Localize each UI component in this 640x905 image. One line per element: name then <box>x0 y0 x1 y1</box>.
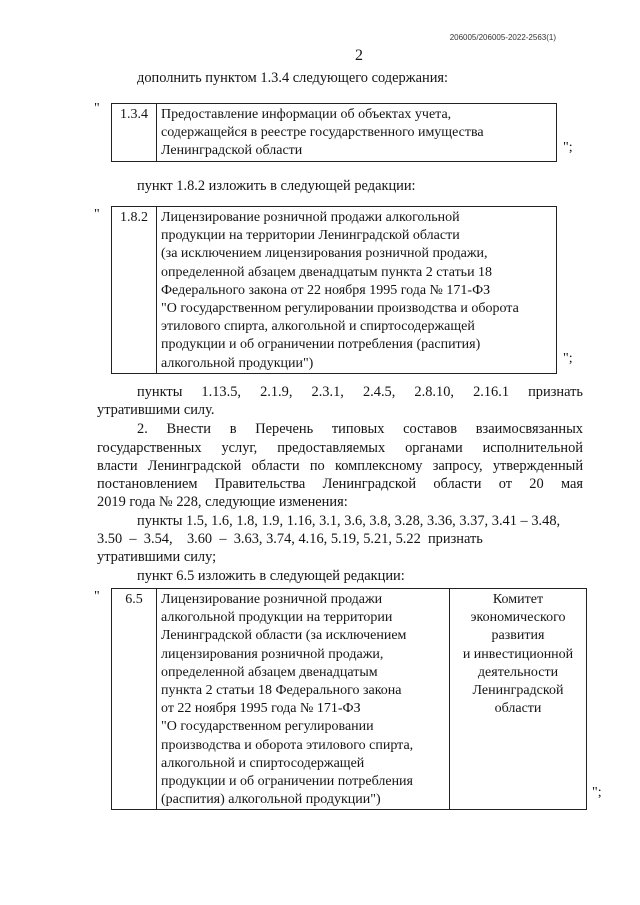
desc-line: определенной абзацем двенадцатым пункта 2 статьи 18 <box>161 264 493 280</box>
open-quote: " <box>94 207 100 222</box>
intro-text-2: пункт 1.8.2 изложить в следующей редакции: <box>137 178 416 194</box>
desc-line: (за исключением лицензирования розничной продажи, <box>161 246 488 262</box>
item-number: 1.3.4 <box>112 104 157 162</box>
desc-line: "О государственном регулировании производства и оборота <box>161 301 519 317</box>
open-quote: " <box>94 101 100 116</box>
desc-line: Ленинградской области (за исключением <box>161 628 407 644</box>
paragraph-2-line-5: 2019 года № 228, следующие изменения: <box>97 494 348 510</box>
desc-line: Предоставление информации об объектах учета, <box>161 107 452 122</box>
close-quote: "; <box>563 140 573 155</box>
desc-line: продукции и об ограничении потребления (распития) <box>161 337 481 353</box>
paragraph-3-line-1: пункты 1.5, 1.6, 1.8, 1.9, 1.16, 3.1, 3.6, 3.8, 3.28, 3.36, 3.37, 3.41 – 3.48, <box>137 513 561 529</box>
org-line: Ленинградской <box>472 683 564 699</box>
table-item-6-5 <box>111 588 587 810</box>
paragraph-1-line-2: утратившими силу. <box>97 402 215 418</box>
paragraph-2-line-4: постановлением Правительства Ленинградской области от 20 мая <box>97 476 583 492</box>
intro-text-1: дополнить пунктом 1.3.4 следующего содержания: <box>137 70 449 86</box>
desc-line: (распития) алкогольной продукции") <box>161 792 381 808</box>
org-line: и инвестиционной <box>462 646 574 662</box>
desc-line: этилового спирта, алкогольной и спиртосодержащей <box>161 319 475 335</box>
org-line: экономического <box>470 610 566 626</box>
table-item-1-3-4 <box>111 103 557 162</box>
paragraph-3-line-2: 3.50 – 3.54, 3.60 – 3.63, 3.74, 4.16, 5.19, 5.21, 5.22 признать <box>97 531 483 547</box>
desc-line: Федерального закона от 22 ноября 1995 года № 171-ФЗ <box>161 282 491 298</box>
desc-line: пункта 2 статьи 18 Федерального закона <box>161 683 402 699</box>
org-line: развития <box>491 628 545 644</box>
close-quote: "; <box>563 351 573 366</box>
close-quote: "; <box>592 785 602 800</box>
item-description <box>157 207 557 374</box>
paragraph-2-line-1: 2. Внести в Перечень типовых составов взаимосвязанных <box>137 421 583 437</box>
item-description <box>157 104 557 162</box>
responsible-body <box>450 589 587 810</box>
page-number: 2 <box>355 47 363 64</box>
paragraph-3-line-3: утратившими силу; <box>97 549 217 565</box>
item-number: 6.5 <box>112 589 157 810</box>
document-id: 206005/206005-2022-2563(1) <box>449 33 556 42</box>
item-number: 1.8.2 <box>112 207 157 374</box>
desc-line: алкогольной продукции") <box>161 355 314 371</box>
open-quote: " <box>94 589 100 604</box>
paragraph-2-line-3: власти Ленинградской области по комплексному запросу, утвержденный <box>97 458 584 474</box>
paragraph-2-line-2: государственных услуг, предоставляемых органами исполнительной <box>97 440 583 456</box>
paragraph-1-line-1: пункты 1.13.5, 2.1.9, 2.3.1, 2.4.5, 2.8.10, 2.16.1 признать <box>137 384 583 400</box>
desc-line: "О государственном регулировании <box>161 719 374 735</box>
desc-line: продукции и об ограничении потребления <box>161 774 413 790</box>
desc-line: содержащейся в реестре государственного имущества <box>161 125 484 141</box>
org-line: деятельности <box>477 664 559 680</box>
desc-line: определенной абзацем двенадцатым <box>161 664 378 680</box>
intro-text-3: пункт 6.5 изложить в следующей редакции: <box>137 568 405 584</box>
desc-line: Лицензирование розничной продажи алкогольной <box>161 210 460 225</box>
desc-line: лицензирования розничной продажи, <box>161 646 384 662</box>
desc-line: Ленинградской области <box>161 143 303 159</box>
desc-line: Лицензирование розничной продажи <box>161 592 383 607</box>
desc-line: производства и оборота этилового спирта, <box>161 737 414 753</box>
desc-line: от 22 ноября 1995 года № 171-ФЗ <box>161 701 361 717</box>
org-line: Комитет <box>492 592 544 607</box>
desc-line: алкогольной и спиртосодержащей <box>161 755 365 771</box>
item-description <box>157 589 450 810</box>
table-item-1-8-2 <box>111 206 557 374</box>
org-line: области <box>494 701 542 717</box>
desc-line: продукции на территории Ленинградской области <box>161 228 460 244</box>
desc-line: алкогольной продукции на территории <box>161 610 393 626</box>
